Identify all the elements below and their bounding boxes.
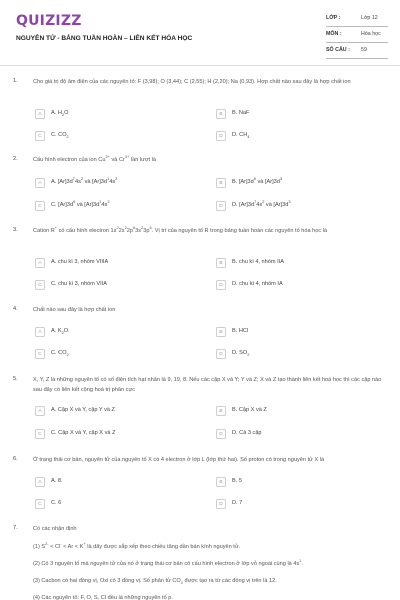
option-letter: B: [216, 258, 226, 268]
meta-subject: [326, 27, 388, 43]
option-text: B. HCl: [232, 328, 249, 334]
option-text: D. $CH_4$: [232, 132, 250, 140]
option-text: A. chu kì 3, nhóm VIIIA: [51, 259, 109, 265]
quizizz-logo: QUIZIZZ: [16, 13, 82, 29]
option-text: C. $CO_2$: [51, 350, 69, 358]
meta-count-label: SỐ CÂU :: [326, 47, 350, 53]
option-letter: A: [35, 327, 45, 337]
question-number: 6.: [13, 456, 18, 462]
option-text: D. $[Ar]3d^74s^2$ và $[Ar]3d^3$: [232, 199, 291, 208]
option-text: D. 7: [232, 500, 243, 506]
header-divider: [0, 65, 400, 66]
option-letter: D: [216, 131, 226, 141]
meta-class-label: LỚP :: [326, 15, 341, 21]
option-letter: D: [216, 429, 226, 439]
option-letter: A: [35, 258, 45, 268]
option-letter: B: [216, 109, 226, 119]
option-text: B. NaF: [232, 110, 250, 116]
option-letter: C: [35, 499, 45, 509]
statement-3: (3) Cacbon có hai đồng vị, Oxi có 3 đồng vị. Số phân tử $CO_2$ được tạo ra từ các đồng vị trên là 12.: [33, 578, 277, 586]
question-stem: X, Y, Z là những nguyên tố có số điện tích hạt nhân là 9, 19, 8. Nếu các cặp X và Y; Y và Z; X và Z tạo thành liên kết hoá học thì các cặp nào sau đây có liên kết cộng hoá trị phân cực: [33, 377, 382, 393]
option-letter: A: [35, 477, 45, 487]
option-text: C. 6: [51, 500, 62, 506]
question-stem: Ở trạng thái cơ bản, nguyên tử của nguyên tố X có 4 electron ở lớp L (lớp thứ hai). Số proton có trong nguyên tử X là: [33, 457, 325, 463]
option-letter: D: [216, 349, 226, 359]
option-text: C. $[Ar]3d^9$ và $[Ar]3d^14s^2$: [51, 199, 110, 208]
question-number: 3.: [13, 227, 18, 233]
option-text: B. Cặp X và Z: [232, 407, 267, 413]
statement-2: (2) Có 3 nguyên tố mà nguyên tử của nó ở trạng thái cơ bản có cấu hình electron ở lớp vỏ ngoài cùng là $4s^1$.: [33, 558, 304, 567]
option-letter: A: [35, 178, 45, 188]
option-text: C. chu kì 3, nhóm VIIA: [51, 281, 107, 287]
question-number: 4.: [13, 306, 18, 312]
statement-4: (4) Các nguyên tố: F, O, S, Cl đều là những nguyên tố p.: [33, 595, 173, 600]
question-number: 5.: [13, 376, 18, 382]
option-letter: B: [216, 327, 226, 337]
question-stem: Có các nhận định: [33, 526, 77, 532]
option-text: D. $SO_2$: [232, 350, 250, 358]
option-text: A. Cặp X và Y, cặp Y và Z: [51, 407, 115, 413]
option-text: B. chu kì 4, nhóm IIA: [232, 259, 284, 265]
option-letter: A: [35, 109, 45, 119]
option-letter: C: [35, 349, 45, 359]
option-letter: B: [216, 477, 226, 487]
question-stem: Cation R+ có cấu hình electron $1s^22s^22p^63s^23p^6$. Vị trí của nguyên tố R trong bảng tuần hoàn các nguyên tố hóa học là: [33, 225, 328, 234]
worksheet-title: NGUYÊN TỬ - BẢNG TUẦN HOÀN – LIÊN KẾT HÓA HỌC: [16, 35, 193, 42]
meta-count: [326, 43, 388, 59]
question-number: 1.: [13, 78, 18, 84]
option-letter: D: [216, 280, 226, 290]
option-letter: C: [35, 280, 45, 290]
option-text: D. chu kì 4, nhóm IA: [232, 281, 283, 287]
meta-class: [326, 11, 388, 27]
question-number: 2.: [13, 156, 18, 162]
meta-subject-value: Hóa học: [361, 31, 381, 37]
question-number: 7.: [13, 525, 18, 531]
option-letter: B: [216, 178, 226, 188]
option-letter: A: [35, 406, 45, 416]
option-letter: C: [35, 201, 45, 211]
option-text: C. Cặp X và Y, cặp X và Z: [51, 430, 116, 436]
option-text: A. 8.: [51, 478, 63, 484]
option-text: B. 5: [232, 478, 242, 484]
statement-1: (1) $S^{2-} < Cl^- < Ar < K^+$ là dãy được sắp xếp theo chiều tăng dần bán kính nguyên tử.: [33, 541, 241, 550]
option-text: A. $H_2O$: [51, 110, 69, 118]
question-stem: Cho giá trị độ âm điện của các nguyên tố: F (3,98); O (3,44); C (2,55); H (2,20); Na (0,93). Hợp chất nào sau đây là hợp chất ion: [33, 79, 351, 85]
meta-count-value: 59: [361, 47, 367, 53]
option-text: A. $[Ar]3d^74s^2$ và $[Ar]3d^14s^2$: [51, 176, 118, 185]
option-text: B. $[Ar]3d^9$ và $[Ar]3d^3$: [232, 176, 283, 185]
option-text: D. Cả 3 cặp: [232, 430, 262, 436]
option-letter: D: [216, 499, 226, 509]
option-letter: C: [35, 131, 45, 141]
option-letter: D: [216, 201, 226, 211]
question-stem: Cấu hình electron của ion $Cu^{2+}$ và $Cr^{3+}$ lần lượt là: [33, 154, 157, 163]
option-text: A. $K_2O$.: [51, 328, 70, 336]
meta-class-value: Lớp 12: [361, 15, 378, 21]
question-stem: Chất nào sau đây là hợp chất ion: [33, 307, 116, 313]
option-letter: B: [216, 406, 226, 416]
meta-subject-label: MÔN :: [326, 31, 342, 37]
option-text: C. $CO_2$: [51, 132, 69, 140]
option-letter: C: [35, 429, 45, 439]
worksheet-header: [0, 0, 400, 66]
